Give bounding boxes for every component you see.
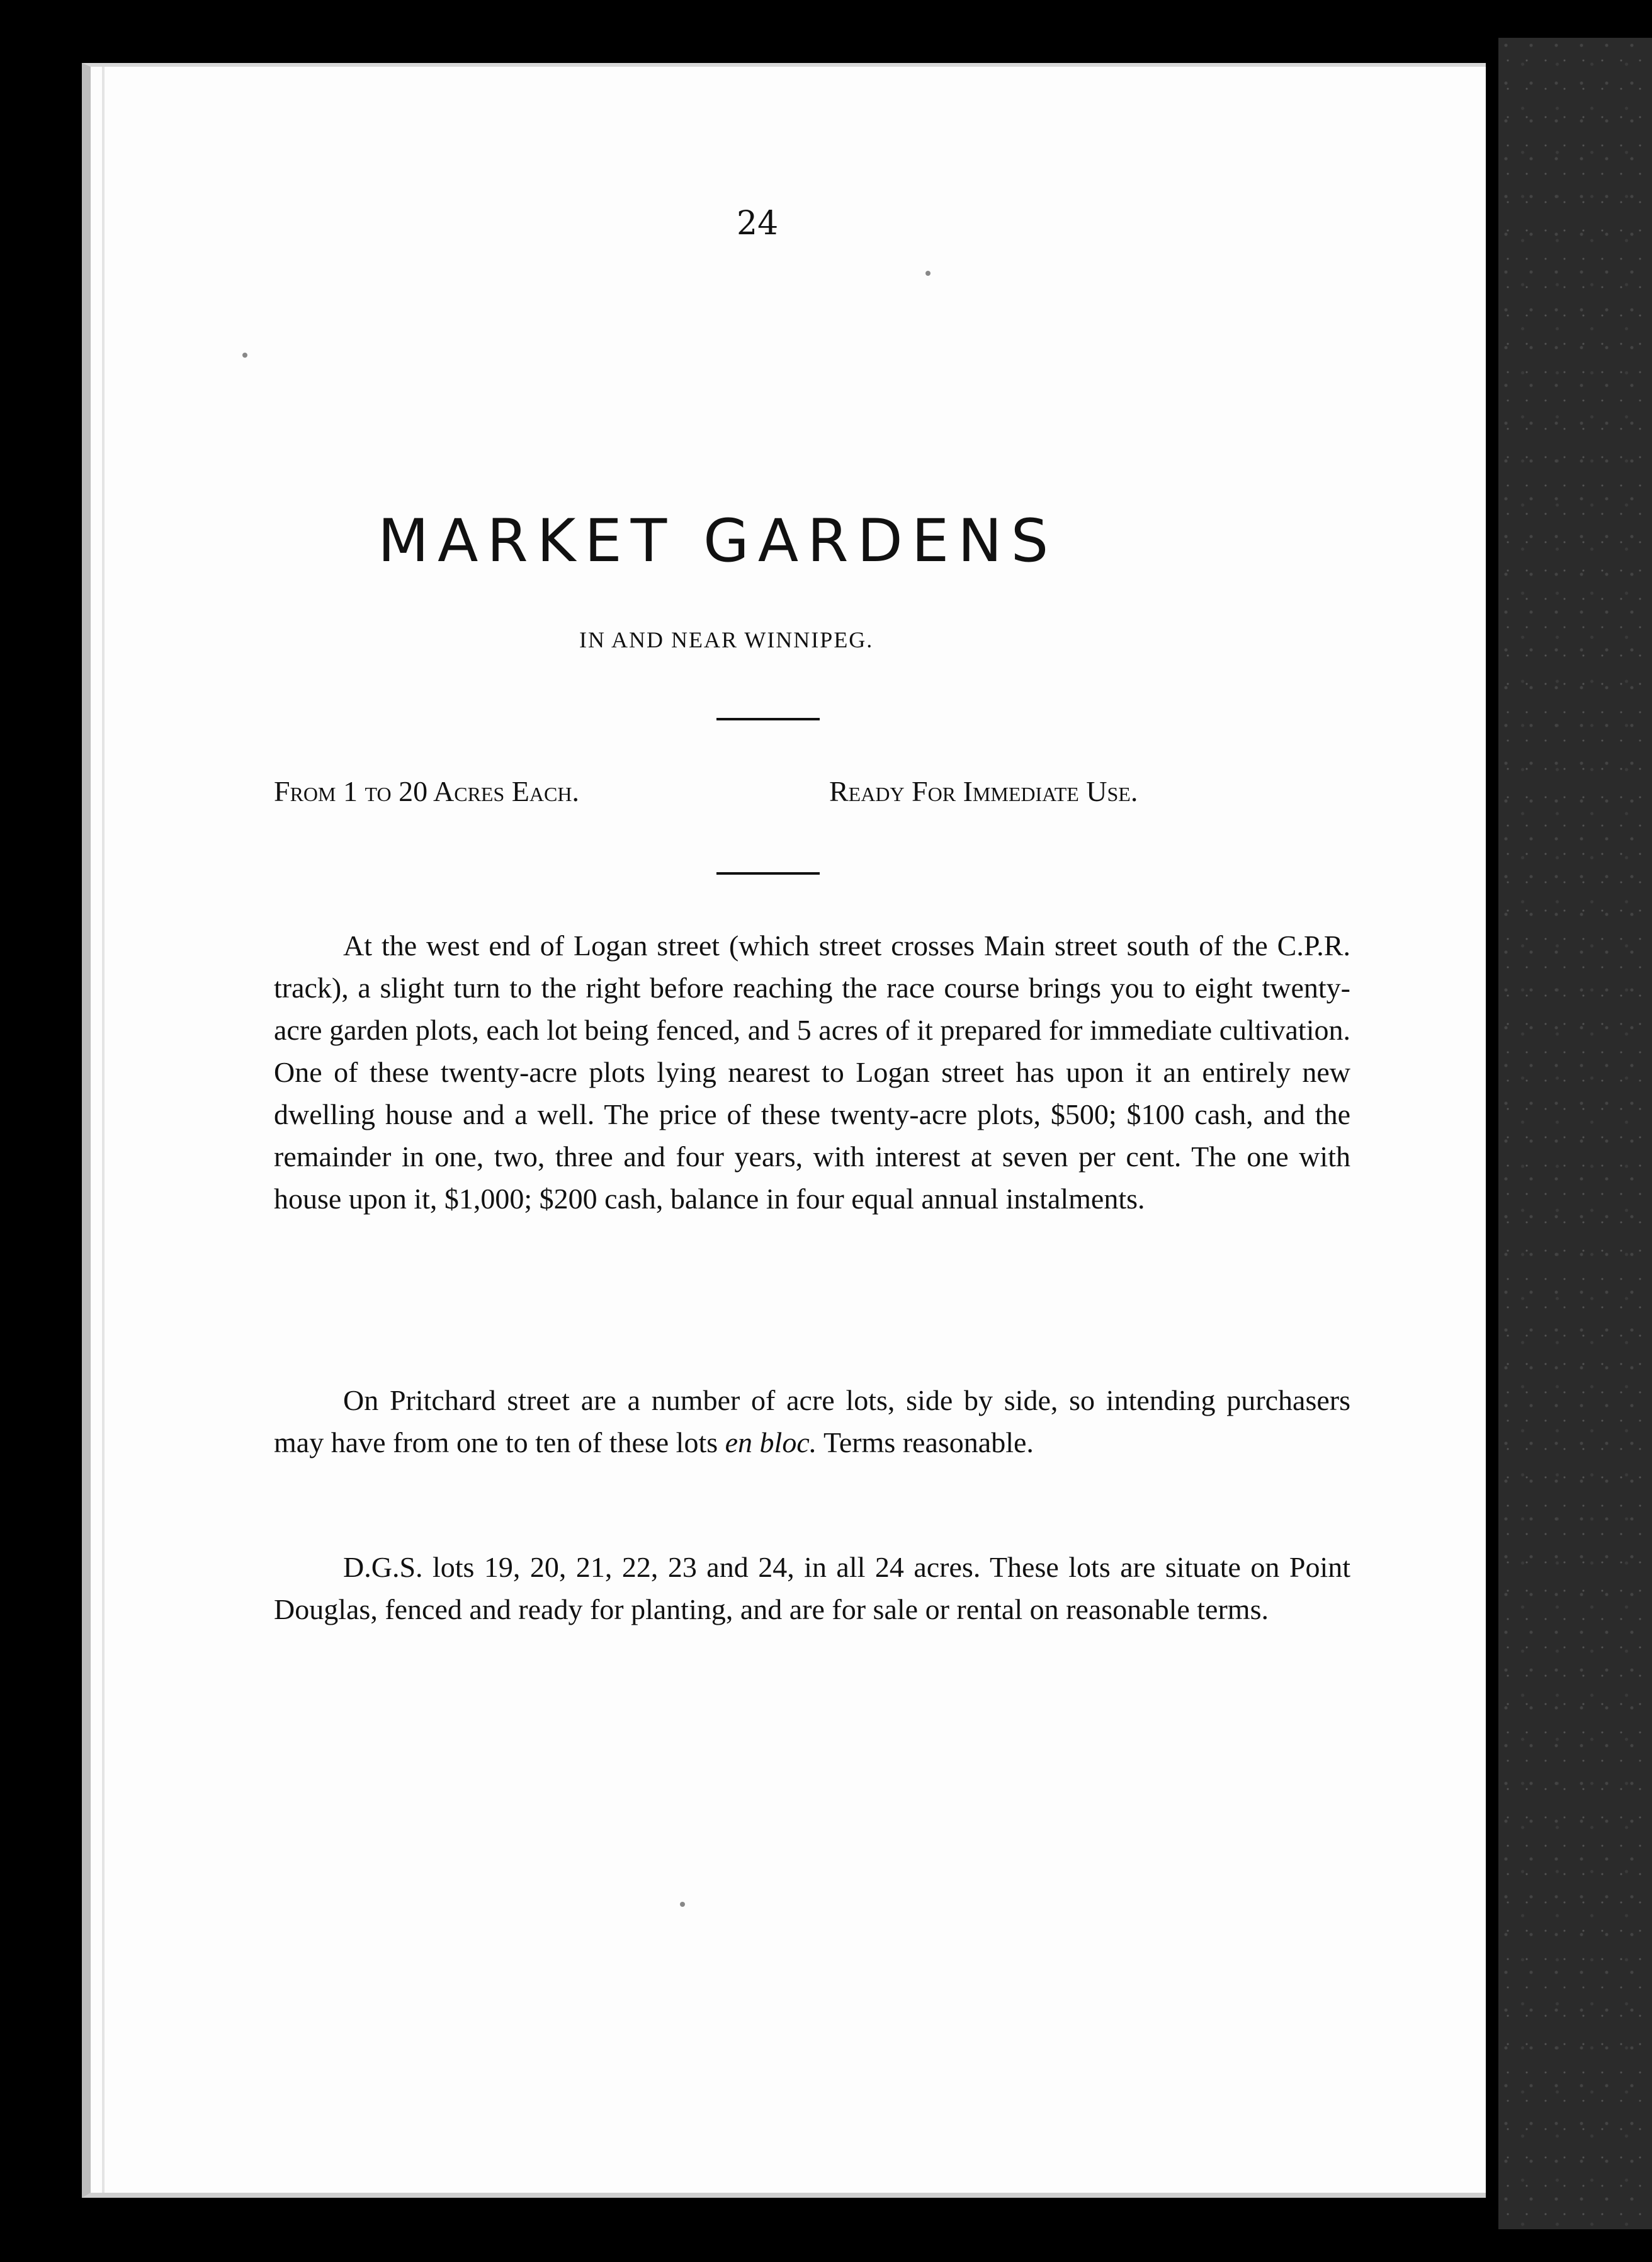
scan-border-dark-edge bbox=[1498, 38, 1652, 2229]
paragraph-pritchard-italic: en bloc. bbox=[725, 1426, 817, 1458]
scan-speck bbox=[925, 271, 931, 276]
page-number: 24 bbox=[737, 205, 779, 242]
paragraph-dgs-lots: D.G.S. lots 19, 20, 21, 22, 23 and 24, in all 24 acres. These lots are situate on Point Douglas, fenced and ready for planting, and are for sale or rental on reasonable terms. bbox=[274, 1551, 1350, 1625]
divider-rule-top bbox=[716, 718, 820, 720]
availability-note: Ready For Immediate Use. bbox=[829, 775, 1138, 807]
divider-rule-bottom bbox=[716, 872, 820, 875]
page-subtitle: IN AND NEAR WINNIPEG. bbox=[579, 627, 874, 652]
page-title: MARKET GARDENS bbox=[378, 507, 1058, 576]
paragraph-pritchard-text-start: On Pritchard street are a number of acre lots, side by side, so intending purchasers may have from one to ten of these lots bbox=[274, 1384, 1350, 1458]
page-binding-edge bbox=[102, 67, 105, 2193]
scan-speck bbox=[680, 1902, 685, 1907]
paragraph-logan-street: At the west end of Logan street (which street crosses Main street south of the C.P.R. track), a slight turn to the right before reaching the race course brings you to eight twenty-acre garden plots, each lot being fenced, and 5 acres of it prepared for immediate cultivation. One of these twenty-acre plots lying nearest to Logan street has upon it an entirely new dwelling house and a well. The price of these twenty-acre plots, $500; $100 cash, and the remainder in one, two, three and four years, with interest at seven per cent. The one with house upon it, $1,000; $200 cash, balance in four equal annual instalments. bbox=[274, 929, 1350, 1215]
scan-speck bbox=[242, 353, 247, 358]
paragraph-pritchard-text-end: Terms reasonable. bbox=[823, 1426, 1034, 1458]
paragraph-pritchard-street bbox=[274, 1379, 1350, 1463]
acreage-note: From 1 to 20 Acres Each. bbox=[274, 775, 579, 807]
